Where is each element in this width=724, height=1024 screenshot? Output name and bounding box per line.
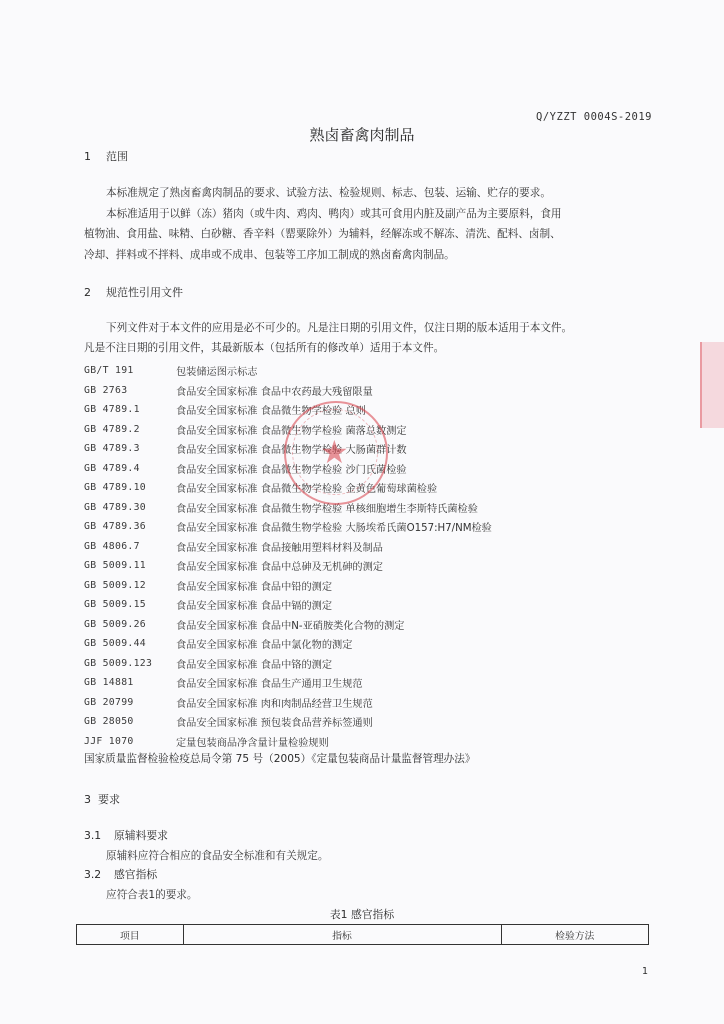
reference-code: JJF 1070: [84, 735, 134, 747]
subsection-title: 感官指标: [114, 868, 158, 881]
reference-order: 国家质量监督检验检疫总局令第 75 号（2005）《定量包装商品计量监督管理办法》: [84, 753, 476, 765]
subsection-3-1-heading: [84, 828, 168, 843]
section-1-heading: [84, 148, 128, 164]
official-seal: [284, 401, 388, 505]
sensory-table-header: [76, 924, 649, 945]
reference-code: GB 5009.11: [84, 560, 146, 572]
reference-code: GB 28050: [84, 716, 134, 728]
table-header-cell: 项目: [77, 925, 184, 944]
reference-code: GB 4789.36: [84, 521, 146, 533]
edge-seal-mark: [700, 342, 724, 428]
section-3-heading: [84, 791, 120, 807]
reference-code: GB 4789.30: [84, 501, 146, 513]
table-header-cell: 指标: [184, 925, 502, 944]
reference-code: GB 4789.3: [84, 443, 140, 455]
reference-item: [84, 654, 664, 674]
reference-code: GB 4789.4: [84, 462, 140, 474]
section-title: 范围: [106, 150, 128, 163]
reference-code: GB 4789.1: [84, 404, 140, 416]
reference-item: [84, 576, 664, 596]
reference-title: 食品安全国家标准 肉和肉制品经营卫生规范: [176, 698, 373, 710]
reference-item: [84, 615, 664, 635]
reference-code: GB 20799: [84, 696, 134, 708]
reference-title: 食品安全国家标准 食品微生物学检验 菌落总数测定: [176, 425, 407, 437]
reference-title: 食品安全国家标准 食品微生物学检验 大肠菌群计数: [176, 445, 407, 457]
section-2-body: [84, 318, 654, 358]
paragraph-line: 冷却、拌料或不拌料、成串或不成串、包装等工序加工制成的熟卤畜禽肉制品。: [84, 248, 455, 261]
reference-title: 食品安全国家标准 食品接触用塑料材料及制品: [176, 542, 383, 554]
reference-code: GB 5009.123: [84, 657, 153, 669]
reference-code: GB 4789.10: [84, 482, 146, 494]
reference-item: [84, 517, 664, 537]
reference-code: GB 5009.12: [84, 579, 146, 591]
reference-title: 食品安全国家标准 食品微生物学检验 沙门氏菌检验: [176, 464, 407, 476]
reference-title: 食品安全国家标准 食品中镉的测定: [176, 601, 333, 613]
document-number: Q/YZZT 0004S-2019: [536, 111, 652, 123]
subsection-3-1-text: 原辅料应符合相应的食品安全标准和有关规定。: [106, 850, 329, 862]
reference-title: 食品安全国家标准 食品微生物学检验 金黄色葡萄球菌检验: [176, 484, 438, 496]
reference-item: [84, 498, 664, 518]
table-header-cell: 检验方法: [555, 930, 595, 942]
section-title: 要求: [98, 793, 120, 806]
reference-title: 食品安全国家标准 食品生产通用卫生规范: [176, 679, 363, 691]
reference-code: GB 4789.2: [84, 423, 140, 435]
table-caption: 表1 感官指标: [329, 908, 395, 921]
paragraph-line: 本标准适用于以鲜（冻）猪肉（或牛肉、鸡肉、鸭肉）或其可食用内脏及副产品为主要原料，食用: [106, 207, 562, 220]
reference-code: GB 5009.26: [84, 618, 146, 630]
subsection-number: 3.2: [84, 868, 102, 881]
reference-title: 食品安全国家标准 食品中N-亚硝胺类化合物的测定: [176, 620, 405, 632]
reference-code: GB 5009.44: [84, 638, 146, 650]
reference-item: [84, 381, 664, 401]
reference-item: [84, 634, 664, 654]
section-number: 2: [84, 286, 91, 299]
reference-code: GB 4806.7: [84, 540, 140, 552]
seal-star-icon: ★: [320, 433, 349, 471]
document-title: 熟卤畜禽肉制品: [309, 126, 415, 144]
section-number: 1: [84, 150, 91, 163]
reference-title: 定量包装商品净含量计量检验规则: [176, 737, 329, 749]
reference-title: 食品安全国家标准 食品中农药最大残留限量: [176, 386, 373, 398]
paragraph-line: 凡是不注日期的引用文件，其最新版本（包括所有的修改单）适用于本文件。: [84, 342, 445, 354]
reference-item: [84, 712, 664, 732]
subsection-3-2-text: 应符合表1的要求。: [106, 889, 198, 901]
section-number: 3: [84, 793, 91, 806]
reference-code: GB 2763: [84, 384, 128, 396]
reference-item: [84, 556, 664, 576]
reference-title: 食品安全国家标准 预包装食品营养标签通则: [176, 718, 373, 730]
reference-code: GB/T 191: [84, 365, 134, 377]
reference-title: 食品安全国家标准 食品中铅的测定: [176, 581, 333, 593]
reference-title: 食品安全国家标准 食品微生物学检验 大肠埃希氏菌O157:H7/NM检验: [176, 523, 492, 535]
reference-item: [84, 537, 664, 557]
reference-item: [84, 693, 664, 713]
reference-title: 食品安全国家标准 食品中氯化物的测定: [176, 640, 353, 652]
page-number: 1: [641, 966, 648, 977]
subsection-title: 原辅料要求: [114, 829, 168, 842]
paragraph-line: 下列文件对于本文件的应用是必不可少的。凡是注日期的引用文件，仅注日期的版本适用于本文件。: [106, 322, 573, 334]
section-1-body: [84, 183, 654, 265]
reference-item: [84, 732, 664, 752]
reference-item: [84, 595, 664, 615]
subsection-3-2-heading: [84, 867, 157, 882]
reference-code: GB 5009.15: [84, 599, 146, 611]
section-2-heading: [84, 284, 183, 300]
reference-title: 包装储运图示标志: [176, 367, 258, 379]
paragraph-line: 植物油、食用盐、味精、白砂糖、香辛料（罂粟除外）为辅料，经解冻或不解冻、清洗、配料、卤制、: [84, 228, 561, 240]
subsection-number: 3.1: [84, 829, 102, 842]
reference-title: 食品安全国家标准 食品中总砷及无机砷的测定: [176, 562, 383, 574]
reference-title: 食品安全国家标准 食品中铬的测定: [176, 659, 333, 671]
reference-item: [84, 673, 664, 693]
paragraph-line: 本标准规定了熟卤畜禽肉制品的要求、试验方法、检验规则、标志、包装、运输、贮存的要求。: [106, 187, 551, 199]
reference-title: 食品安全国家标准 食品微生物学检验 单核细胞增生李斯特氏菌检验: [176, 503, 478, 515]
reference-title: 食品安全国家标准 食品微生物学检验 总则: [176, 406, 366, 418]
reference-item: [84, 361, 664, 381]
reference-code: GB 14881: [84, 677, 134, 689]
section-title: 规范性引用文件: [106, 286, 183, 299]
